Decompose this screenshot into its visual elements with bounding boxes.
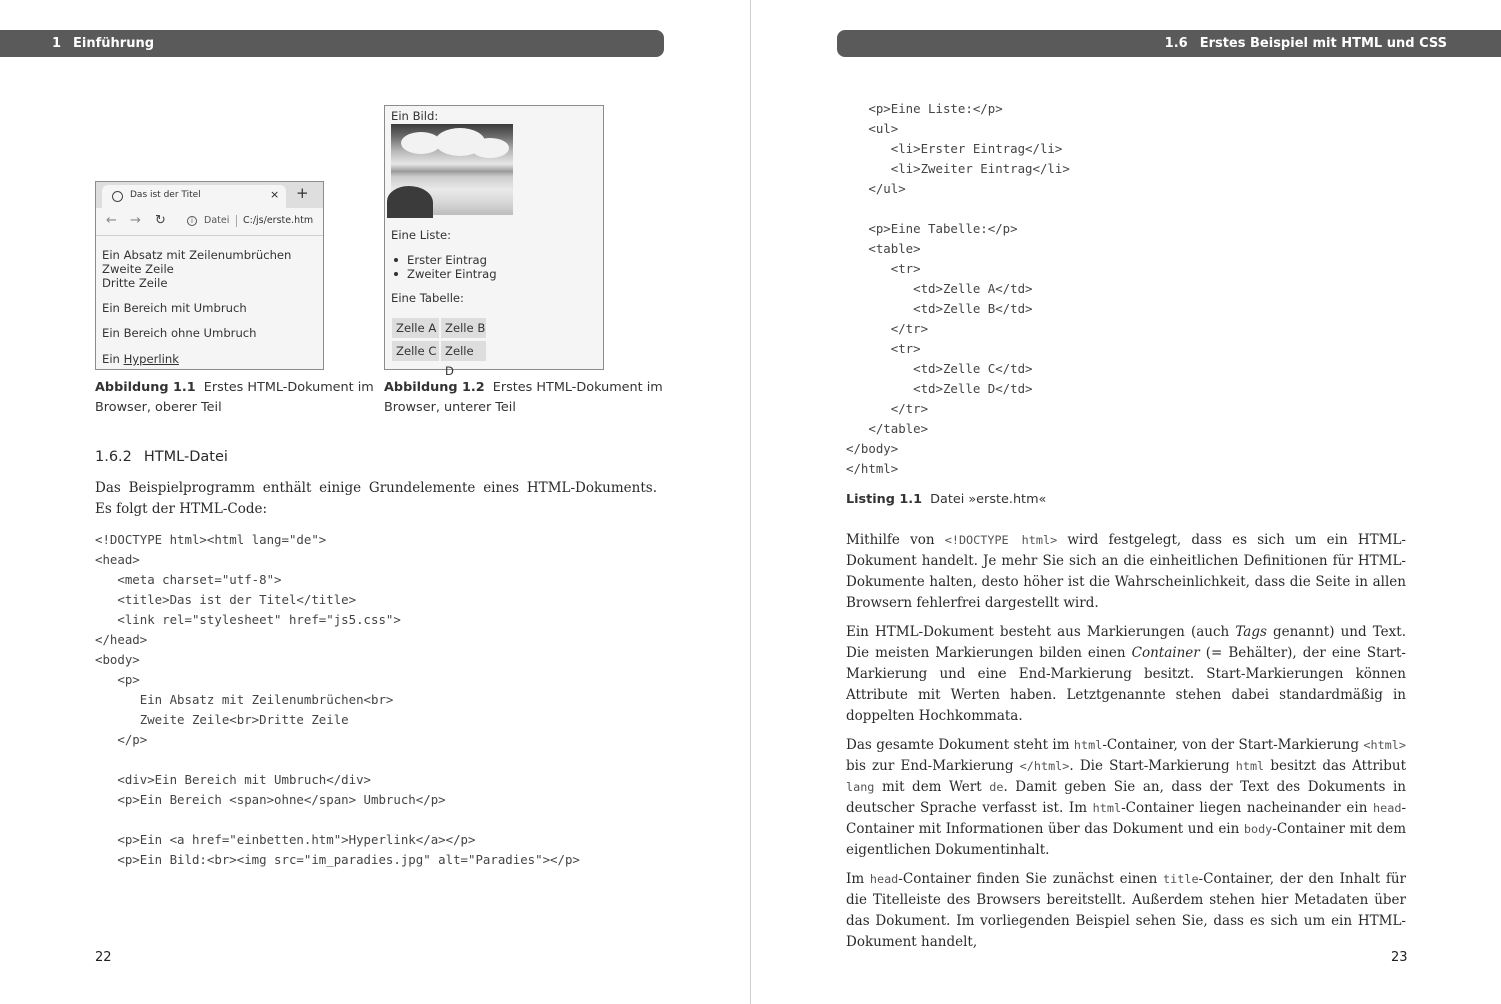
code-line: <p> xyxy=(95,672,140,687)
section-heading xyxy=(95,449,228,465)
caption-text: Browser, unterer Teil xyxy=(384,400,516,415)
caption-text: Erstes HTML-Dokument im xyxy=(492,380,663,395)
figure-browser-bottom xyxy=(384,105,604,378)
section-title: Erstes Beispiel mit HTML und CSS xyxy=(1199,36,1447,51)
browser-tab xyxy=(102,185,286,208)
browser-tab-bar xyxy=(96,182,323,208)
code-line: <li>Zweiter Eintrag</li> xyxy=(846,161,1070,176)
code-line: Zweite Zeile<br>Dritte Zeile xyxy=(95,712,349,727)
code-line: </body> xyxy=(846,441,899,456)
content-line-1: Ein Absatz mit Zeilenumbrüchen xyxy=(102,248,292,262)
section-number: 1.6.2 xyxy=(95,449,132,465)
code-line: <td>Zelle B</td> xyxy=(846,301,1033,316)
code-line: <!DOCTYPE html><html lang="de"> xyxy=(95,532,327,547)
paragraph: Ein HTML-Dokument besteht aus Markierungen (auch Tags genannt) und Text. Die meisten Markierungen bilden einen Container (= Behälter), der eine Start-Markierung und eine End-Markierung besitzt. Start-Markierungen können Attribute mit Werten haben. Letztgenannte stehen dabei standardmäßig in doppelten Hochkommata. xyxy=(846,624,1406,724)
code-line: <head> xyxy=(95,552,140,567)
code-line: <meta charset="utf-8"> xyxy=(95,572,282,587)
code-line: <p>Eine Liste:</p> xyxy=(846,101,1003,116)
code-line: <p>Ein Bild:<br><img src="im_paradies.jpg" alt="Paradies"></p> xyxy=(95,852,580,867)
paradise-photo xyxy=(391,124,513,215)
list-item: Erster Eintrag xyxy=(407,253,497,267)
hyperlink[interactable]: Hyperlink xyxy=(123,352,179,366)
code-line: </tr> xyxy=(846,321,929,336)
code-line xyxy=(95,810,580,830)
list-item: Zweiter Eintrag xyxy=(407,267,497,281)
address-scheme: Datei xyxy=(204,215,230,226)
content-div: Ein Bereich mit Umbruch xyxy=(102,301,247,315)
table-cell: Zelle C xyxy=(392,341,439,361)
address-url: C:/js/erste.htm xyxy=(243,215,314,226)
caption-text: Browser, oberer Teil xyxy=(95,400,222,415)
code-line: <li>Erster Eintrag</li> xyxy=(846,141,1063,156)
content-line-3: Dritte Zeile xyxy=(102,276,168,290)
code-line: </tr> xyxy=(846,401,929,416)
code-line: <p>Ein <a href="einbetten.htm">Hyperlink</a></p> xyxy=(95,832,476,847)
code-line: <p>Eine Tabelle:</p> xyxy=(846,221,1018,236)
paragraph: Im head-Container finden Sie zunächst einen title-Container, der den Inhalt für die Titelleiste des Browsers bereitstellt. Außerdem stehen hier Metadaten über das Dokument. Im vorliegenden Beispiel sehen Sie, dass es sich um ein HTML-Dokument handelt, xyxy=(846,871,1406,950)
code-line: <title>Das ist der Titel</title> xyxy=(95,592,357,607)
code-line: <td>Zelle D</td> xyxy=(846,381,1033,396)
code-line: </ul> xyxy=(846,181,906,196)
code-line: <body> xyxy=(95,652,140,667)
section-number: 1.6 xyxy=(1164,36,1188,51)
code-listing-right xyxy=(846,99,1070,479)
running-header-left xyxy=(0,30,664,57)
browser-nav-bar xyxy=(96,208,323,236)
section-title: HTML-Datei xyxy=(143,449,228,465)
code-line xyxy=(846,199,1070,219)
page-number: 22 xyxy=(95,950,112,965)
tab-title: Das ist der Titel xyxy=(130,190,201,200)
globe-icon xyxy=(112,191,123,202)
content-link-line xyxy=(102,352,179,366)
table-label: Eine Tabelle: xyxy=(391,291,464,305)
list-label: Eine Liste: xyxy=(391,228,452,242)
left-page xyxy=(0,0,750,1004)
code-line: </head> xyxy=(95,632,148,647)
code-line: </html> xyxy=(846,461,899,476)
intro-paragraph xyxy=(95,478,657,528)
content-line-2: Zweite Zeile xyxy=(102,262,174,276)
forward-arrow-icon: → xyxy=(130,213,141,228)
right-page xyxy=(750,0,1500,1004)
code-line: </p> xyxy=(95,732,148,747)
caption-label: Abbildung 1.2 xyxy=(384,380,485,395)
code-line: </table> xyxy=(846,421,929,436)
running-header-right xyxy=(837,30,1501,57)
chapter-title: Einführung xyxy=(73,36,155,51)
link-prefix: Ein xyxy=(102,352,124,366)
paragraph: Das gesamte Dokument steht im html-Container, von der Start-Markierung <html> bis zur End-Markierung </html>. Die Start-Markierung html besitzt das Attribut lang mit dem Wert de. Damit geben Sie an, dass der Text des Dokuments in deutscher Sprache verfasst ist. Im html-Container liegen nacheinander ein head-Container mit Informationen über das Dokument und ein body-Container mit dem eigentlichen Dokumentinhalt. xyxy=(846,737,1407,858)
paragraph: Das Beispielprogramm enthält einige Grundelemente eines HTML-Dokuments. Es folgt der HTML-Code: xyxy=(95,480,657,517)
listing-title: Datei »erste.htm« xyxy=(930,492,1047,507)
paragraph: Mithilfe von <!DOCTYPE html> wird festgelegt, dass es sich um ein HTML-Dokument handelt. Je mehr Sie sich an die einheitlichen Definitionen für HTML-Dokumente halten, desto höher ist die Wahrscheinlichkeit, dass die Seite in allen Browsern fehlerfrei dargestellt wird. xyxy=(846,532,1406,611)
table-cell: Zelle D xyxy=(441,341,486,361)
code-line: <div>Ein Bereich mit Umbruch</div> xyxy=(95,772,372,787)
body-text xyxy=(846,530,1406,961)
table-cell: Zelle B xyxy=(441,318,486,338)
new-tab-icon: + xyxy=(296,184,309,202)
code-line: <p>Ein Bereich <span>ohne</span> Umbruch</p> xyxy=(95,792,446,807)
chapter-number: 1 xyxy=(52,36,62,51)
table-cell: Zelle A xyxy=(392,318,439,338)
listing-caption xyxy=(846,490,1046,510)
figure-browser-top xyxy=(95,181,324,370)
image-label: Ein Bild: xyxy=(391,109,439,123)
code-line: <ul> xyxy=(846,121,899,136)
caption-label: Abbildung 1.1 xyxy=(95,380,196,395)
close-tab-icon: × xyxy=(270,188,280,201)
page-number: 23 xyxy=(1391,950,1408,965)
content-span: Ein Bereich ohne Umbruch xyxy=(102,326,257,340)
reload-icon: ↻ xyxy=(155,213,166,228)
figure-caption-2 xyxy=(384,378,663,418)
code-line: <td>Zelle A</td> xyxy=(846,281,1033,296)
code-line: <table> xyxy=(846,241,921,256)
code-listing-left xyxy=(95,530,580,870)
code-line: Ein Absatz mit Zeilenumbrüchen<br> xyxy=(95,692,394,707)
back-arrow-icon: ← xyxy=(106,213,117,228)
list xyxy=(407,253,497,281)
code-line: <tr> xyxy=(846,261,921,276)
address-separator xyxy=(236,215,237,227)
listing-label: Listing 1.1 xyxy=(846,492,923,507)
code-line: <tr> xyxy=(846,341,921,356)
code-line xyxy=(95,750,580,770)
figure-caption-1 xyxy=(95,378,374,418)
code-line: <link rel="stylesheet" href="js5.css"> xyxy=(95,612,401,627)
caption-text: Erstes HTML-Dokument im xyxy=(203,380,374,395)
code-line: <td>Zelle C</td> xyxy=(846,361,1033,376)
info-icon: i xyxy=(187,216,197,226)
